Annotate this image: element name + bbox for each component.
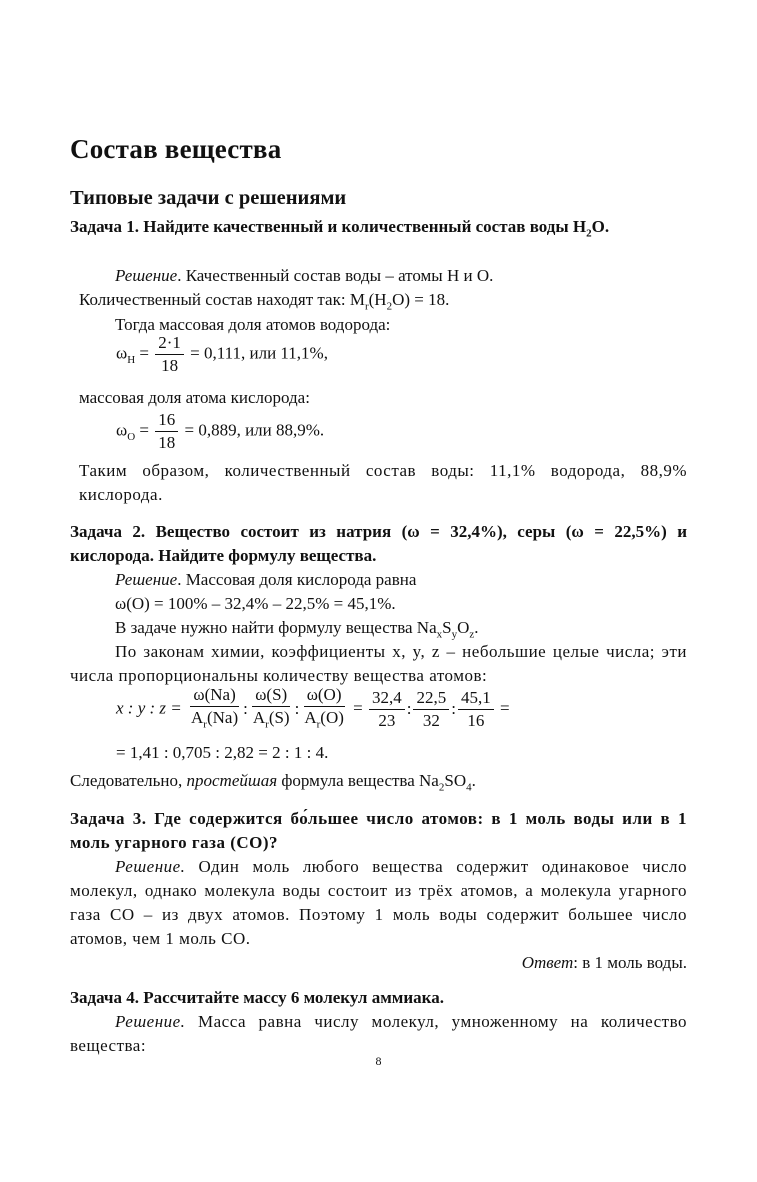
text-run: Количественный состав находят так: M xyxy=(79,290,365,309)
text-run: . Массовая доля кислорода равна xyxy=(177,570,417,589)
ratio-separator: : xyxy=(294,698,300,718)
text-run: формула вещества Na xyxy=(277,771,439,790)
text-run: r xyxy=(364,300,369,313)
task-2-oxygen-fraction xyxy=(70,592,687,616)
text-run: O. xyxy=(591,217,610,236)
text-run: 2 xyxy=(586,227,592,240)
task-2-solution xyxy=(70,568,687,592)
task-2-answer xyxy=(70,769,687,799)
text-run: массовая доля атома кислорода: xyxy=(79,388,310,407)
text-run: y xyxy=(451,628,458,641)
task-3-answer xyxy=(70,951,687,975)
ratio-equation: x : y : z = $\frac{\omega(Na)}{A_r(Na)}$ : $\frac{\omega(S)}{A_r(S)}$ : $\frac{\omega(O)}{A_r(O)}$ = $\frac{32,4}{23}$ : $\frac{22,5}{32}$ : $\frac{45,1}{16}$ = xyxy=(116,684,510,735)
text-run: Задача 2. Вещество состоит из натрия (ω = 32,4%), серы (ω = 22,5%) и кислорода. Найдите формулу вещества. xyxy=(70,522,687,565)
text-run: Следовательно, xyxy=(70,771,187,790)
text-run: По законам химии, коэффициенты x, y, z – небольшие целые числа; эти числа пропорциональны количеству вещества атомов: xyxy=(70,642,687,685)
text-run: В задаче нужно найти формулу вещества Na xyxy=(115,618,437,637)
text-run: : в 1 моль воды. xyxy=(573,953,687,972)
text-run: . Качественный состав воды – атомы H и O. xyxy=(177,266,494,285)
text-run: S xyxy=(442,618,452,637)
text-run: Решение. xyxy=(115,1012,186,1031)
text-run: Решение xyxy=(115,266,178,285)
text-run: Таким образом, количественный состав воды: 11,1% водорода, 88,9% кислорода. xyxy=(79,461,687,504)
text-run: x xyxy=(436,628,443,641)
text-run: Решение. xyxy=(115,857,186,876)
hydrogen-fraction-equation: $\omega_H$ = $\frac{2\cdot 1}{18}$ = 0,111, или 11,1%, xyxy=(116,333,328,375)
text-run: простейшая xyxy=(186,771,278,790)
ratio-separator: : xyxy=(451,698,456,718)
task-1-heading xyxy=(70,215,687,245)
task-2-heading xyxy=(70,520,687,568)
text-run: Задача 4. Рассчитайте массу 6 молекул аммиака. xyxy=(70,988,444,1007)
text-run: Тогда массовая доля атомов водорода: xyxy=(115,315,391,334)
text-run: ω(O) = 100% – 32,4% – 22,5% = 45,1%. xyxy=(115,594,396,613)
text-run: 4 xyxy=(466,781,472,794)
text-run: . xyxy=(471,771,476,790)
text-run: Масса равна числу молекул, умноженному на количество вещества: xyxy=(70,1012,687,1055)
page-number: 8 xyxy=(375,1054,382,1068)
mass-fraction-over-atomic-mass: $\frac{\omega(Na)}{A_r(Na)}$ xyxy=(191,685,239,731)
page-title: Состав вещества xyxy=(70,134,282,164)
ratio-result: = 1,41 : 0,705 : 2,82 = 2 : 1 : 4. xyxy=(116,743,329,762)
numeric-fraction: $\frac{32,4}{23}$ xyxy=(369,687,405,732)
text-run: Задача 3. Где содержится бо́льшее число атомов: в 1 моль воды или в 1 моль угарного газа (CO)? xyxy=(70,809,687,852)
oxygen-fraction-equation: $\omega_O$ = $\frac{16}{18}$ = 0,889, или 88,9%. xyxy=(116,410,325,452)
task-4-heading xyxy=(70,986,687,1010)
text-run: SO xyxy=(444,771,467,790)
task-1-oxygen-intro xyxy=(79,386,696,410)
task-2-laws xyxy=(70,640,687,688)
task-4-solution xyxy=(70,1010,687,1058)
text-run: z xyxy=(469,628,475,641)
text-run: Решение xyxy=(115,570,178,589)
text-run: Задача 1. Найдите качественный и количественный состав воды H xyxy=(70,217,587,236)
task-3-heading xyxy=(70,807,687,855)
text-run: (H xyxy=(368,290,387,309)
text-run: . xyxy=(474,618,479,637)
ratio-separator: : xyxy=(243,698,248,718)
numeric-fraction: $\frac{45,1}{16}$ xyxy=(458,687,494,732)
mass-fraction-over-atomic-mass: $\frac{\omega(O)}{A_r(O)}$ xyxy=(304,685,344,731)
task-1-solution xyxy=(70,264,687,288)
text-run: Ответ xyxy=(521,953,574,972)
numeric-fraction: $\frac{22,5}{32}$ xyxy=(413,687,449,732)
task-3-solution xyxy=(70,855,687,951)
mass-fraction-over-atomic-mass: $\frac{\omega(S)}{A_r(S)}$ xyxy=(252,685,290,731)
ratio-separator: : xyxy=(406,698,412,718)
text-run: O xyxy=(457,618,470,637)
text-run: 2 xyxy=(438,781,445,794)
task-1-conclusion xyxy=(79,459,687,507)
text-run: O) = 18. xyxy=(392,290,450,309)
text-run: Один моль любого вещества содержит одинаковое число молекул, однако молекула воды состоит из трёх атомов, а молекула угарного газа CO – из двух атомов. Поэтому 1 моль воды содержит большее число атомов, чем 1 моль CO. xyxy=(70,857,687,948)
text-run: 2 xyxy=(386,300,393,313)
section-title: Типовые задачи с решениями xyxy=(70,187,347,209)
